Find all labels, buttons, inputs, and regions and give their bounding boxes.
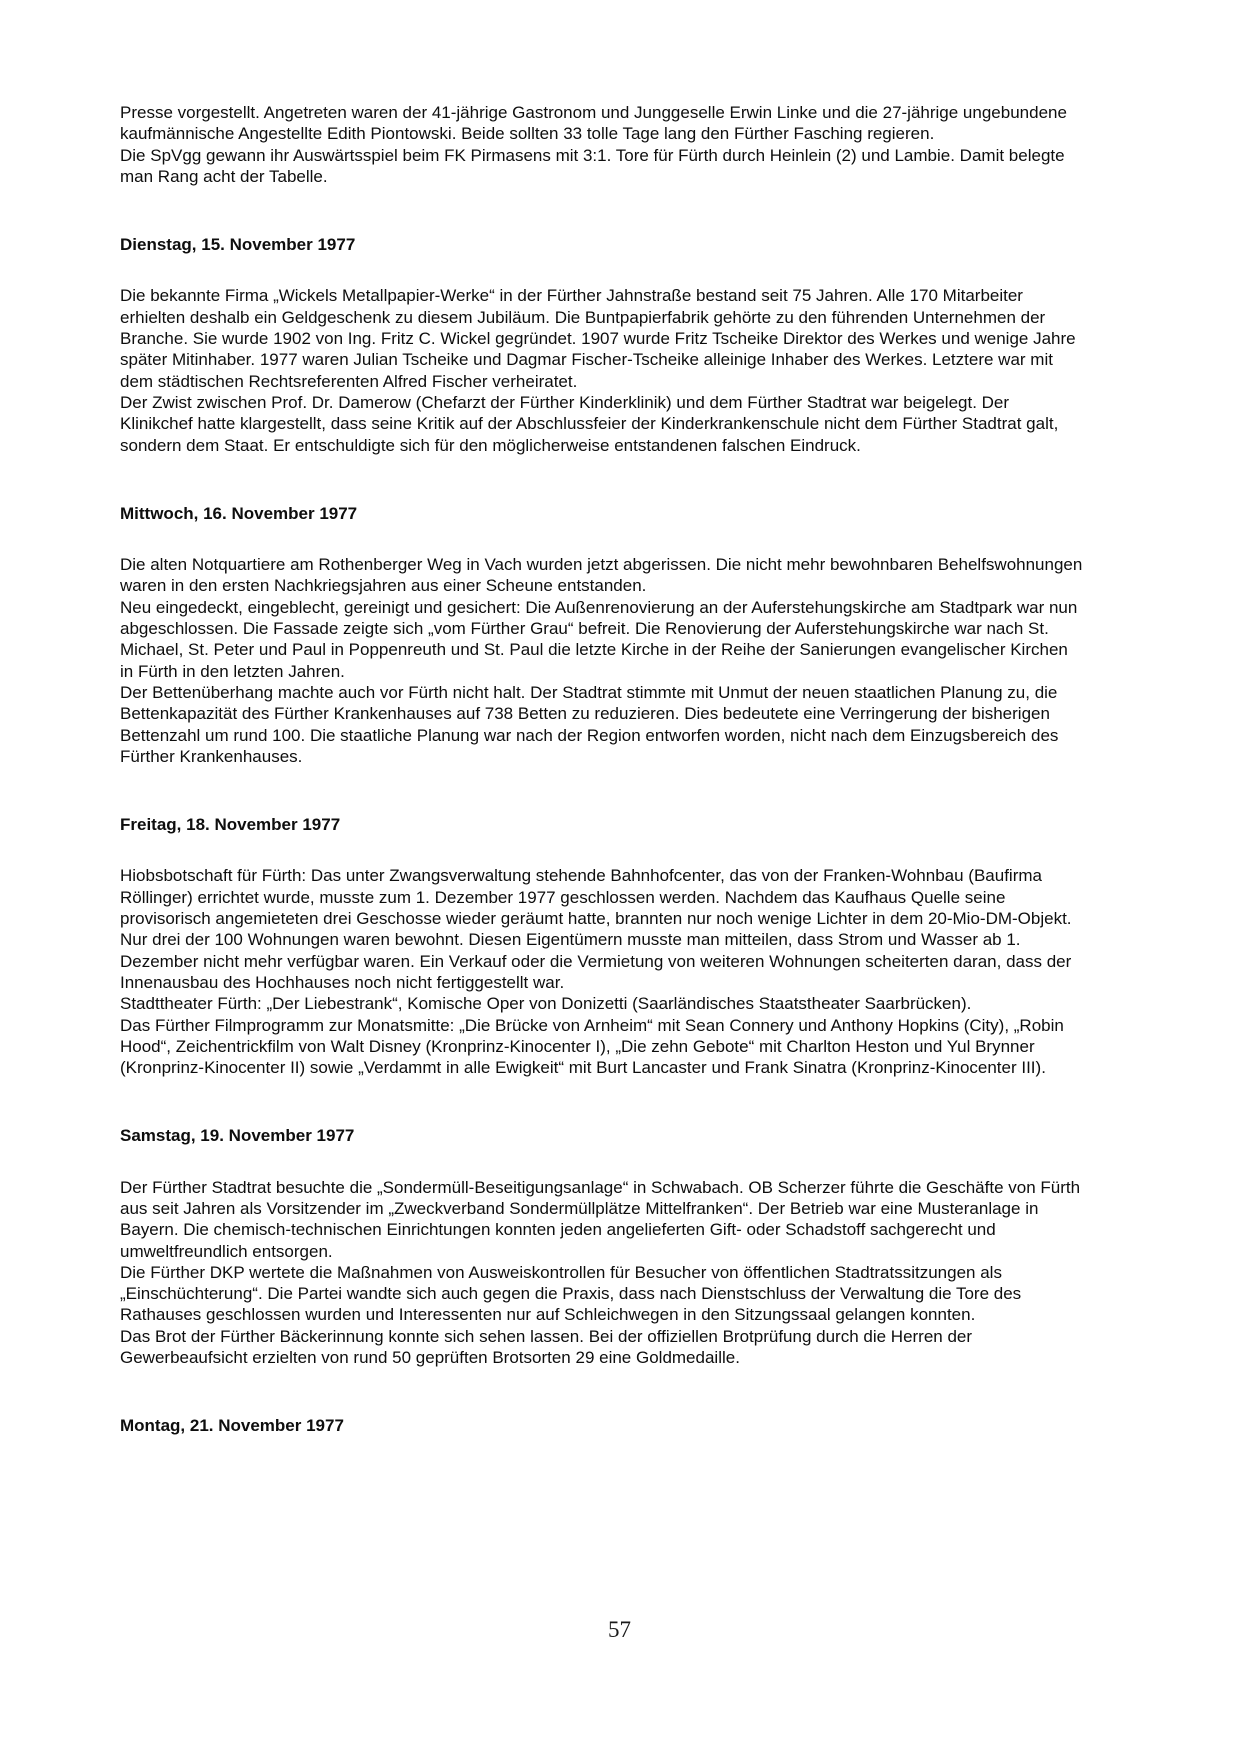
paragraph: Neu eingedeckt, eingeblecht, gereinigt und gesichert: Die Außenrenovierung an der Auferstehungskirche am Stadtpark war nun abgeschlossen. Die Fassade zeigte sich „vom Fürther Grau“ befreit. Die Renovierung der Auferstehungskirche war nach St. Michael, St. Peter und Paul in Poppenreuth und St. Paul die letzte Kirche in der Reihe der Sanierungen evangelischer Kirchen in Fürth in den letzten Jahren.	[120, 597, 1078, 681]
paragraph: Der Bettenüberhang machte auch vor Fürth nicht halt. Der Stadtrat stimmte mit Unmut der neuen staatlichen Planung zu, die Bettenkapazität des Fürther Krankenhauses auf 738 Betten zu reduzieren. Dies bedeutete eine Verringerung der bisherigen Bettenzahl um rund 100. Die staatliche Planung war nach der Region entworfen worden, nicht nach dem Einzugsbereich des Fürther Krankenhauses.	[120, 682, 1059, 766]
section-heading-dienstag-15-november-1977: Dienstag, 15. November 1977	[120, 235, 356, 255]
paragraph: Das Fürther Filmprogramm zur Monatsmitte: „Die Brücke von Arnheim“ mit Sean Connery und Anthony Hopkins (City), „Robin Hood“, Zeichentrickfilm von Walt Disney (Kronprinz-Kinocenter I), „Die zehn Gebote“ mit Charlton Heston und Yul Brynner (Kronprinz-Kinocenter II) sowie „Verdammt in alle Ewigkeit“ mit Burt Lancaster und Frank Sinatra (Kronprinz-Kinocenter III).	[120, 1015, 1064, 1078]
paragraph: Der Fürther Stadtrat besuchte die „Sondermüll-Beseitigungsanlage“ in Schwabach. OB Scherzer führte die Geschäfte von Fürth aus seit Jahren als Vorsitzender im „Zweckverband Sondermüllplätze Mittelfranken“. Der Betrieb war eine Musteranlage in Bayern. Die chemisch-technischen Einrichtungen konnten jeden angelieferten Gift- oder Schadstoff sachgerecht und umweltfreundlich entsorgen.	[120, 1177, 1081, 1261]
paragraph: Stadttheater Fürth: „Der Liebestrank“, Komische Oper von Donizetti (Saarländisches Staatstheater Saarbrücken).	[120, 994, 972, 1014]
paragraph: Das Brot der Fürther Bäckerinnung konnte sich sehen lassen. Bei der offiziellen Brotprüfung durch die Herren der Gewerbeaufsicht erzielten von rund 50 geprüften Brotsorten 29 eine Goldmedaille.	[120, 1326, 973, 1368]
intro-paragraph: Presse vorgestellt. Angetreten waren der 41-jährige Gastronom und Junggeselle Erwin Linke und die 27-jährige ungebundene kaufmännische Angestellte Edith Piontowski. Beide sollten 33 tolle Tage lang den Fürther Fasching regieren.	[120, 103, 1067, 144]
section-heading-freitag-18-november-1977: Freitag, 18. November 1977	[120, 815, 341, 835]
paragraph: Hiobsbotschaft für Fürth: Das unter Zwangsverwaltung stehende Bahnhofcenter, das von der Franken-Wohnbau (Baufirma Röllinger) errichtet wurde, musste zum 1. Dezember 1977 geschlossen werden. Nachdem das Kaufhaus Quelle seine provisorisch angemieteten drei Geschosse wieder geräumt hatte, brannten nur noch wenige Lichter in dem 20-Mio-DM-Objekt. Nur drei der 100 Wohnungen waren bewohnt. Diesen Eigentümern musste man mitteilen, dass Strom und Wasser ab 1. Dezember nicht mehr verfügbar waren. Ein Verkauf oder die Vermietung von weiteren Wohnungen scheiterten daran, dass der Innenausbau des Hochhauses noch nicht fertiggestellt war.	[120, 866, 1072, 992]
page-number: 57	[608, 1617, 631, 1642]
section-heading-mittwoch-16-november-1977: Mittwoch, 16. November 1977	[120, 503, 358, 523]
paragraph: Der Zwist zwischen Prof. Dr. Damerow (Chefarzt der Fürther Kinderklinik) und dem Fürther Stadtrat war beigelegt. Der Klinikchef hatte klargestellt, dass seine Kritik auf der Abschlussfeier der Kinderkrankenschule nicht dem Fürther Stadtrat galt, sondern dem Staat. Er entschuldigte sich für den möglicherweise entstandenen falschen Eindruck.	[120, 392, 1059, 455]
paragraph: Die Fürther DKP wertete die Maßnahmen von Ausweiskontrollen für Besucher von öffentlichen Stadtratssitzungen als „Einschüchterung“. Die Partei wandte sich auch gegen die Praxis, dass nach Dienstschluss der Verwaltung die Tore des Rathauses geschlossen wurden und Interessenten nur auf Schleichwegen in den Sitzungssaal gelangen konnten.	[120, 1262, 1022, 1325]
section-heading-samstag-19-november-1977: Samstag, 19. November 1977	[120, 1126, 355, 1146]
intro-paragraph: Die SpVgg gewann ihr Auswärtsspiel beim FK Pirmasens mit 3:1. Tore für Fürth durch Heinlein (2) und Lambie. Damit belegte man Rang acht der Tabelle.	[120, 145, 1065, 186]
paragraph: Die bekannte Firma „Wickels Metallpapier-Werke“ in der Fürther Jahnstraße bestand seit 75 Jahren. Alle 170 Mitarbeiter erhielten deshalb ein Geldgeschenk zu diesem Jubiläum. Die Buntpapierfabrik gehörte zu den führenden Unternehmen der Branche. Sie wurde 1902 von Ing. Fritz C. Wickel gegründet. 1907 wurde Fritz Tscheike Direktor des Werkes und wenige Jahre später Mitinhaber. 1977 waren Julian Tscheike und Dagmar Fischer-Tscheike alleinige Inhaber des Werkes. Letztere war mit dem städtischen Rechtsreferenten Alfred Fischer verheiratet.	[120, 286, 1076, 391]
page-body	[120, 102, 1083, 1467]
paragraph: Die alten Notquartiere am Rothenberger Weg in Vach wurden jetzt abgerissen. Die nicht mehr bewohnbaren Behelfswohnungen waren in den ersten Nachkriegsjahren aus einer Scheune entstanden.	[120, 555, 1083, 596]
section-heading-montag-21-november-1977: Montag, 21. November 1977	[120, 1416, 344, 1436]
